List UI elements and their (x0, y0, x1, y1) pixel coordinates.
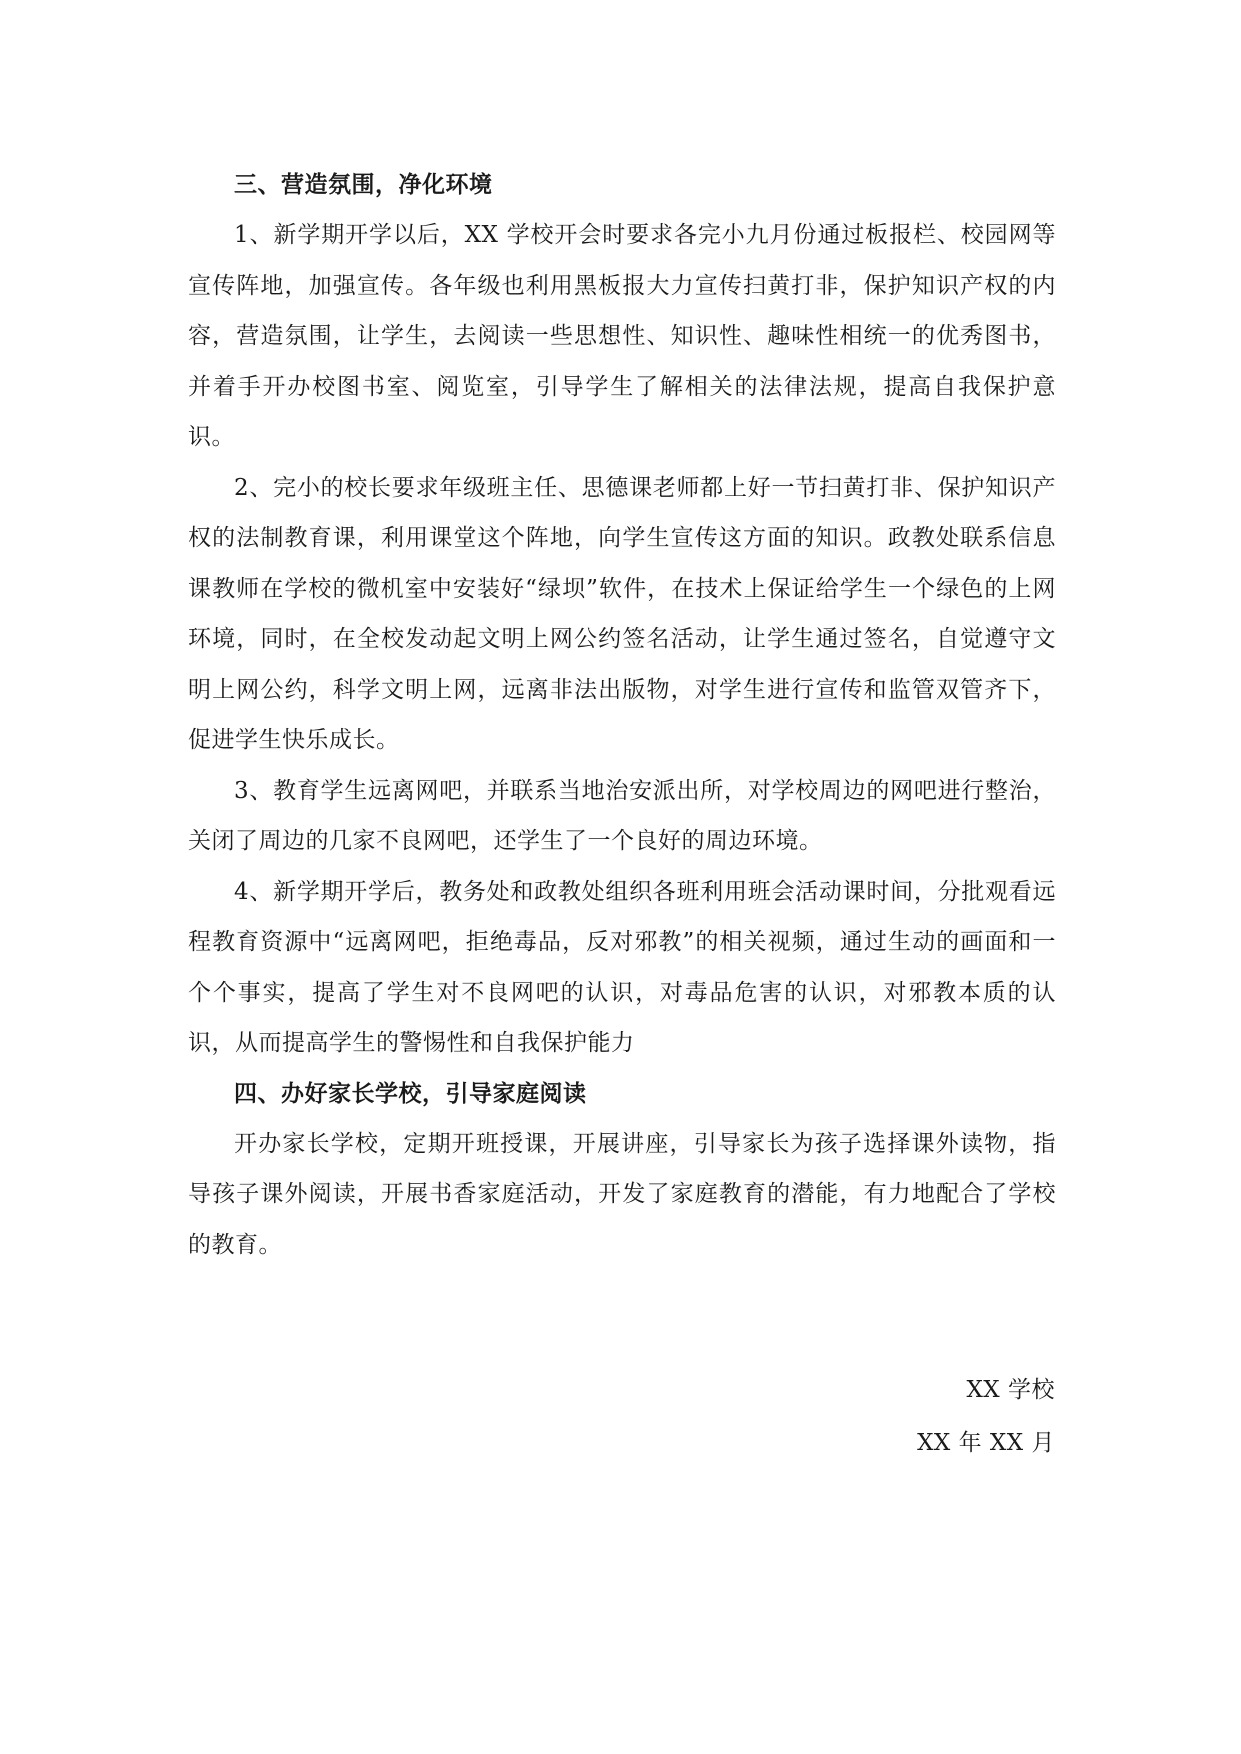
document-body (188, 160, 1056, 1270)
section-heading-3: 三、营造氛围，净化环境 (234, 172, 493, 198)
signature-date: XX 年 XX 月 (917, 1430, 1055, 1456)
paragraph-3-3: 3、教育学生远离网吧，并联系当地治安派出所，对学校周边的网吧进行整治，关闭了周边的几家不良网吧，还学生了一个良好的周边环境。 (188, 777, 1056, 854)
paragraph-4-1: 开办家长学校，定期开班授课，开展讲座，引导家长为孩子选择课外读物，指导孩子课外阅读，开展书香家庭活动，开发了家庭教育的潜能，有力地配合了学校的教育。 (188, 1130, 1056, 1258)
paragraph-3-1: 1、新学期开学以后，XX 学校开会时要求各完小九月份通过板报栏、校园网等宣传阵地，加强宣传。各年级也利用黑板报大力宣传扫黄打非，保护知识产权的内容，营造氛围，让学生，去阅读一些思想性、知识性、趣味性相统一的优秀图书，并着手开办校图书室、阅览室，引导学生了解相关的法律法规，提高自我保护意识。 (188, 222, 1056, 450)
section-heading-4: 四、办好家长学校，引导家庭阅读 (234, 1080, 587, 1107)
paragraph-3-4: 4、新学期开学后，教务处和政教处组织各班利用班会活动课时间，分批观看远程教育资源中“远离网吧，拒绝毒品，反对邪教”的相关视频，通过生动的画面和一个个事实，提高了学生对不良网吧的认识，对毒品危害的认识，对邪教本质的认识，从而提高学生的警惕性和自我保护能力 (188, 878, 1056, 1056)
signature-school: XX 学校 (966, 1377, 1055, 1403)
paragraph-3-2: 2、完小的校长要求年级班主任、思德课老师都上好一节扫黄打非、保护知识产权的法制教育课，利用课堂这个阵地，向学生宣传这方面的知识。政教处联系信息课教师在学校的微机室中安装好“绿坝”软件，在技术上保证给学生一个绿色的上网环境，同时，在全校发动起文明上网公约签名活动，让学生通过签名，自觉遵守文明上网公约，科学文明上网，远离非法出版物，对学生进行宣传和监管双管齐下，促进学生快乐成长。 (188, 474, 1056, 753)
